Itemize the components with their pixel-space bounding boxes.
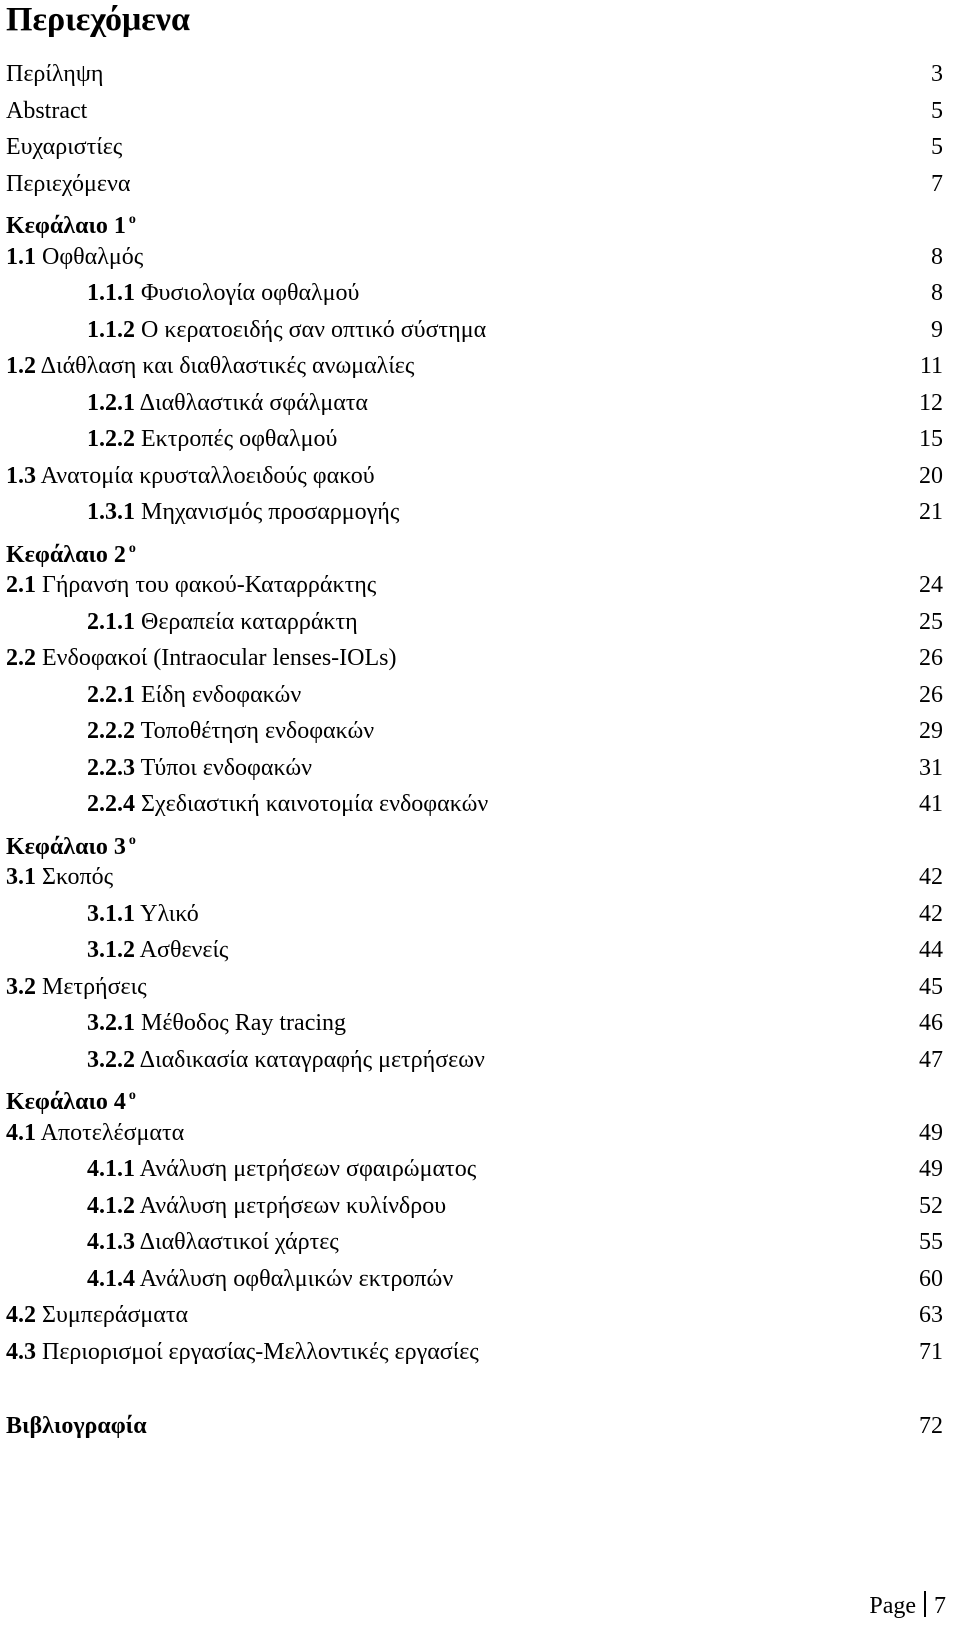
page-number: 49: [919, 1156, 943, 1182]
page-number: 52: [919, 1192, 943, 1219]
toc-entry-label: [87, 385, 368, 421]
page-number: 3: [931, 61, 943, 87]
toc-entry-label: [87, 312, 486, 348]
toc-entry[interactable]: [0, 640, 960, 677]
toc-entry-label: [6, 129, 122, 165]
section-number: 1.2.2: [87, 426, 135, 452]
page-number: 60: [919, 1265, 943, 1292]
page-number: 42: [919, 900, 943, 927]
section-number: 1.3.1: [87, 499, 135, 525]
toc-entry[interactable]: [0, 458, 960, 495]
section-title: Ευχαριστίες: [6, 134, 123, 160]
toc-entry[interactable]: [0, 1261, 960, 1298]
toc-entry-label: [6, 93, 87, 129]
toc-entry-label: [87, 1042, 485, 1078]
footer-page-number: 7: [934, 1593, 946, 1619]
section-title: Εκτροπές οφθαλμού: [135, 426, 338, 452]
page-number: 46: [919, 1010, 943, 1036]
page-number: 21: [919, 499, 943, 525]
toc-chapter-heading: [0, 823, 960, 860]
page-number: 15: [919, 426, 943, 452]
toc-entry-label: [6, 239, 143, 275]
toc-entry[interactable]: [0, 312, 960, 349]
toc-entry[interactable]: [0, 1151, 960, 1188]
section-number: 3.2: [6, 973, 36, 1000]
toc-entry-label: [6, 640, 397, 676]
section-number: 2.1: [6, 572, 36, 598]
section-title: Ανάλυση μετρήσεων κυλίνδρου: [135, 1192, 447, 1219]
section-title: Τοποθέτηση ενδοφακών: [135, 718, 375, 744]
page-number: 26: [919, 681, 943, 708]
toc-entry-label: [6, 56, 103, 92]
section-number: 3.1.2: [87, 937, 135, 963]
section-title: Μηχανισμός προσαρμογής: [135, 499, 400, 525]
section-title: Abstract: [6, 97, 88, 124]
section-number: 4.2: [6, 1302, 36, 1328]
toc-entry[interactable]: [0, 129, 960, 166]
toc-entry[interactable]: [0, 713, 960, 750]
section-number: 1.2: [6, 353, 36, 379]
toc-entry[interactable]: [0, 604, 960, 641]
section-title: Γήρανση του φακού-Καταρράκτης: [36, 572, 377, 598]
section-number: 4.1.4: [87, 1265, 135, 1292]
page-footer: [869, 1590, 946, 1622]
section-title: Συμπεράσματα: [36, 1302, 189, 1328]
toc-chapter-heading: [0, 202, 960, 239]
toc-entry[interactable]: [0, 750, 960, 787]
section-number: 2.1.1: [87, 608, 135, 635]
section-title: Οφθαλμός: [36, 243, 144, 270]
toc-entry[interactable]: [0, 239, 960, 276]
toc-entry[interactable]: [0, 1042, 960, 1079]
section-number: 3.2.2: [87, 1046, 135, 1073]
toc-entry[interactable]: [0, 275, 960, 312]
toc-entry-label: [6, 348, 414, 384]
section-title: Περίληψη: [6, 61, 104, 87]
toc-entry[interactable]: [0, 677, 960, 714]
footer-page-label: Page: [869, 1593, 916, 1619]
chapter-ordinal: ο: [128, 832, 136, 848]
chapter-ordinal: ο: [128, 1088, 136, 1103]
section-title: Ανάλυση μετρήσεων σφαιρώματος: [135, 1156, 477, 1182]
toc-entry-label: [87, 750, 312, 786]
toc-entry-bibliography[interactable]: Βιβλιογραφία: [6, 1413, 147, 1439]
section-title: Θεραπεία καταρράκτη: [135, 608, 358, 635]
toc-entry-label: [87, 677, 301, 713]
page-title: Περιεχόμενα: [6, 1, 190, 38]
toc-entry-label: [6, 567, 376, 603]
section-number: 4.3: [6, 1338, 36, 1365]
page-number: 44: [919, 937, 943, 963]
toc-entry-label: [87, 1224, 339, 1260]
section-title: Περιεχόμενα: [6, 170, 131, 197]
chapter-text: Κεφάλαιο 4: [6, 1089, 126, 1115]
toc-entry-label: [6, 166, 130, 202]
section-number: 2.2.4: [87, 791, 135, 817]
toc-entry-label: [6, 969, 147, 1005]
page-number: 25: [919, 608, 943, 635]
toc-entry-label: [87, 421, 337, 457]
toc-entry[interactable]: [0, 385, 960, 422]
section-number: 2.2.2: [87, 718, 135, 744]
toc-entry[interactable]: [0, 1005, 960, 1042]
section-title: Ο κερατοειδής σαν οπτικό σύστημα: [135, 316, 487, 343]
toc-chapter-heading: [0, 531, 960, 568]
page-number: 9: [931, 316, 943, 343]
toc-entry-label: [87, 1188, 446, 1224]
page-number: 42: [919, 864, 943, 890]
page-number: 55: [919, 1229, 943, 1255]
section-title: Ενδοφακοί (Intraocular lenses-IOLs): [36, 645, 397, 671]
page-number: 5: [931, 134, 943, 160]
page-number: 29: [919, 718, 943, 744]
page-number: 11: [919, 353, 943, 379]
page-number: 45: [919, 973, 943, 1000]
toc-entry-label: [87, 1261, 453, 1297]
page-number: 47: [919, 1046, 943, 1073]
toc-entry[interactable]: [0, 786, 960, 823]
section-title: Ανατομία κρυσταλλοειδούς φακού: [36, 462, 375, 489]
chapter-text: Κεφάλαιο 3: [6, 833, 126, 860]
toc-entry-label: [87, 713, 374, 749]
section-title: Διαδικασία καταγραφής μετρήσεων: [135, 1046, 485, 1073]
toc-entry-label: [87, 932, 228, 968]
toc-entry-label: [6, 458, 375, 494]
chapter-text: Κεφάλαιο 1: [6, 213, 126, 239]
toc-entry[interactable]: [0, 93, 960, 130]
section-number: 2.2: [6, 645, 36, 671]
toc-entry[interactable]: [0, 859, 960, 896]
page-number: 49: [919, 1119, 943, 1146]
chapter-ordinal: ο: [128, 540, 136, 556]
section-number: 4.1.3: [87, 1229, 135, 1255]
toc-entry[interactable]: [0, 1224, 960, 1261]
page-number: 8: [931, 243, 943, 270]
section-title: Διαθλαστικοί χάρτες: [135, 1229, 339, 1255]
toc-entry[interactable]: [0, 567, 960, 604]
page-number: 8: [931, 280, 943, 306]
section-number: 2.2.1: [87, 681, 135, 708]
section-number: 1.1: [6, 243, 36, 270]
section-number: 4.1.1: [87, 1156, 135, 1182]
section-title: Ανάλυση οφθαλμικών εκτροπών: [135, 1265, 454, 1292]
toc-entry-label: [87, 604, 358, 640]
section-title: Διάθλαση και διαθλαστικές ανωμαλίες: [36, 353, 415, 379]
toc-entry-label: [6, 1334, 479, 1370]
toc-entry[interactable]: [0, 421, 960, 458]
toc-entry[interactable]: [0, 1334, 960, 1371]
toc-entry[interactable]: [0, 56, 960, 93]
toc-entry-label: [6, 859, 113, 895]
section-number: 1.2.1: [87, 389, 135, 416]
toc-entry-bibliography-page: 72: [919, 1413, 943, 1439]
section-title: Σκοπός: [36, 864, 114, 890]
toc-entry-label: [6, 1115, 184, 1151]
toc-entry-label: [87, 1151, 476, 1187]
section-number: 3.2.1: [87, 1010, 135, 1036]
section-number: 2.2.3: [87, 754, 135, 781]
section-title: Τύποι ενδοφακών: [135, 754, 312, 781]
toc-entry[interactable]: [0, 1297, 960, 1334]
section-number: 1.3: [6, 462, 36, 489]
page-number: 31: [919, 754, 943, 781]
section-number: 3.1: [6, 864, 36, 890]
chapter-text: Κεφάλαιο 2: [6, 541, 126, 568]
page-number: 5: [931, 97, 943, 124]
page-number: 12: [919, 389, 943, 416]
section-number: 3.1.1: [87, 900, 135, 927]
section-title: Αποτελέσματα: [36, 1119, 185, 1146]
toc-entry-label: [6, 1297, 188, 1333]
section-title: Μετρήσεις: [36, 973, 147, 1000]
toc-entry-label: [87, 1005, 346, 1041]
toc-entry[interactable]: [0, 1115, 960, 1152]
table-of-contents: [0, 56, 960, 1370]
section-title: Διαθλαστικά σφάλματα: [135, 389, 369, 416]
toc-entry[interactable]: [0, 494, 960, 531]
toc-entry[interactable]: [0, 969, 960, 1006]
page-number: 71: [919, 1338, 943, 1365]
chapter-ordinal: ο: [128, 212, 136, 227]
section-title: Ασθενείς: [135, 937, 229, 963]
toc-chapter-heading: [0, 1078, 960, 1115]
section-number: 1.1.2: [87, 316, 135, 343]
page-number: 24: [919, 572, 943, 598]
page-number: 7: [931, 170, 943, 197]
toc-entry[interactable]: [0, 896, 960, 933]
page-number: 63: [919, 1302, 943, 1328]
page-number: 41: [919, 791, 943, 817]
section-title: Υλικό: [135, 900, 199, 927]
toc-entry[interactable]: [0, 1188, 960, 1225]
toc-entry-label: [87, 896, 199, 932]
section-title: Είδη ενδοφακών: [135, 681, 302, 708]
section-title: Περιορισμοί εργασίας-Μελλοντικές εργασίες: [36, 1338, 479, 1365]
footer-separator: [924, 1591, 926, 1617]
toc-entry-label: [87, 786, 488, 822]
toc-entry[interactable]: [0, 348, 960, 385]
toc-entry-label: [87, 494, 399, 530]
section-title: Μέθοδος Ray tracing: [135, 1010, 347, 1036]
section-number: 4.1: [6, 1119, 36, 1146]
section-title: Φυσιολογία οφθαλμού: [135, 280, 360, 306]
section-number: 1.1.1: [87, 280, 135, 306]
section-title: Σχεδιαστική καινοτομία ενδοφακών: [135, 791, 489, 817]
toc-entry-label: [87, 275, 359, 311]
toc-entry[interactable]: [0, 166, 960, 203]
page-number: 26: [919, 645, 943, 671]
toc-entry[interactable]: [0, 932, 960, 969]
page-number: 20: [919, 462, 943, 489]
section-number: 4.1.2: [87, 1192, 135, 1219]
